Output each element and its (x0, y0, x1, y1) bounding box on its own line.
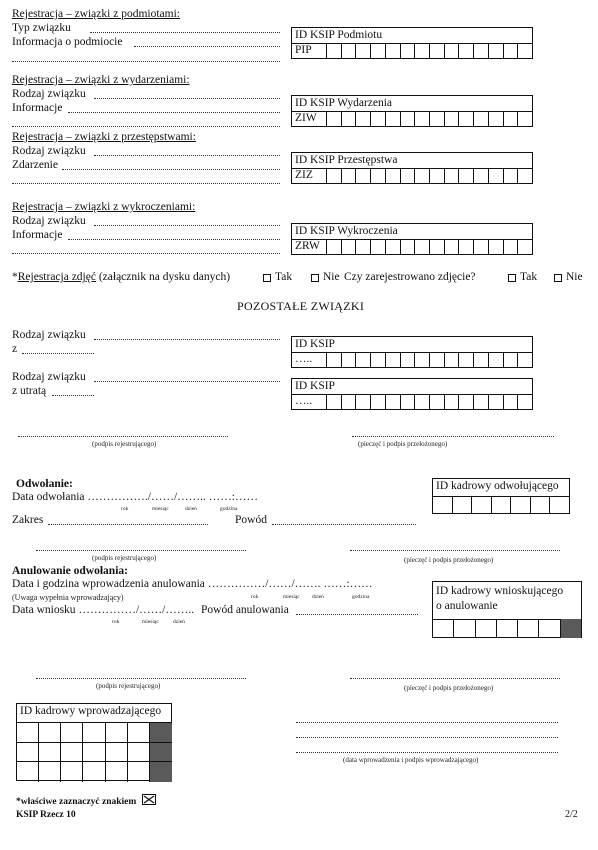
signature-line-rejestrujacy-3[interactable] (36, 678, 246, 679)
digit-cell[interactable] (444, 43, 459, 59)
digit-cell[interactable] (473, 239, 488, 255)
grid-cell[interactable] (83, 723, 105, 743)
field-rodzaj-zwiazku-1[interactable] (94, 339, 280, 340)
grid-cell[interactable] (17, 762, 39, 782)
caption-przelozony-3: (pieczęć i podpis przełożonego) (404, 684, 494, 692)
digit-cell[interactable] (341, 43, 356, 59)
hint-godzina-1: godzina (220, 506, 238, 512)
grid-cell[interactable] (17, 723, 39, 743)
ziz-cells[interactable] (326, 168, 532, 184)
label-powod: Powód (235, 514, 267, 526)
digit-cell[interactable] (326, 168, 341, 184)
digit-cell[interactable] (414, 168, 429, 184)
photo-tak-label: Tak (275, 271, 293, 283)
ziw-cells[interactable] (326, 111, 532, 127)
caption-rejestrujacy-1: (podpis rejestrującego) (92, 440, 157, 448)
field-zdarzenie[interactable] (62, 169, 280, 170)
hint-rok-2: rok (251, 594, 259, 600)
digit-cell[interactable] (453, 619, 474, 638)
digit-cell[interactable] (414, 111, 429, 127)
digit-cell[interactable] (370, 168, 385, 184)
digit-cell[interactable] (473, 111, 488, 127)
digit-cell[interactable] (549, 496, 569, 514)
label-rodzaj-zwiazku-1: Rodzaj związku (12, 329, 86, 341)
digit-cell[interactable] (355, 352, 370, 368)
digit-cell[interactable] (341, 352, 356, 368)
id-kadrowy-wnioskujacego-title1: ID kadrowy wnioskującego (436, 585, 564, 597)
label-data-wniosku: Data wniosku ……………/……/…….. (12, 604, 195, 616)
digit-cell[interactable] (400, 43, 415, 59)
odwolanie-title: Odwołanie: (16, 478, 73, 490)
ziw-code: ZIW (295, 112, 317, 124)
id-ksip-przestepstwa-title: ID KSIP Przestępstwa (295, 154, 398, 166)
grid-cell[interactable] (106, 723, 128, 743)
digit-cell[interactable] (517, 111, 532, 127)
field-podmioty-extra[interactable] (12, 61, 280, 62)
digit-cell[interactable] (385, 352, 400, 368)
id-ksip-box-2[interactable] (291, 378, 533, 410)
grid-cell[interactable] (61, 723, 83, 743)
digit-cell[interactable] (458, 239, 473, 255)
field-rodzaj-zwiazku-p[interactable] (94, 155, 280, 156)
digit-cell[interactable] (473, 168, 488, 184)
digit-cell[interactable] (444, 111, 459, 127)
id-kadrowy-wprowadzajacego-box[interactable] (16, 703, 172, 781)
grid-cell[interactable] (150, 723, 172, 743)
digit-cell[interactable] (510, 496, 530, 514)
pozostale-title: POZOSTAŁE ZWIĄZKI (237, 299, 365, 313)
digit-cell[interactable] (517, 239, 532, 255)
signature-line-przelozony-2[interactable] (350, 550, 560, 551)
wnioskujacy-cells[interactable] (433, 619, 581, 638)
digit-cell[interactable] (517, 168, 532, 184)
digit-cell[interactable] (488, 352, 503, 368)
id-ksip-podmiotu-title: ID KSIP Podmiotu (295, 29, 383, 41)
grid-cell[interactable] (106, 743, 128, 763)
label-rodzaj-zwiazku-2: Rodzaj związku (12, 371, 86, 383)
id-kadrowy-wprowadzajacego-title: ID kadrowy wprowadzającego (20, 705, 162, 717)
digit-cell[interactable] (444, 168, 459, 184)
digit-cell[interactable] (429, 111, 444, 127)
label-zdarzenie: Zdarzenie (12, 159, 58, 171)
digit-cell[interactable] (341, 111, 356, 127)
digit-cell[interactable] (444, 352, 459, 368)
label-z-utrata: z utratą (12, 385, 47, 397)
label-zakres: Zakres (12, 514, 44, 526)
digit-cell[interactable] (503, 43, 518, 59)
hint-rok-1: rok (121, 506, 129, 512)
digit-cell[interactable] (471, 496, 491, 514)
field-rodzaj-zwiazku-w[interactable] (94, 98, 280, 99)
label-typ-zwiazku: Typ związku (12, 22, 71, 34)
digit-cell[interactable] (452, 496, 472, 514)
id-ksip-title-2: ID KSIP (295, 380, 335, 392)
digit-cell[interactable] (503, 111, 518, 127)
caption-wprowadzajacy: (data wprowadzenia i podpis wprowadzającego) (343, 756, 479, 764)
hint-miesiac-3: miesiąc (142, 619, 159, 625)
digit-cell[interactable] (400, 352, 415, 368)
id-ksip-wydarzenia-box[interactable] (291, 95, 533, 127)
field-informacja-o-podmiocie[interactable] (134, 46, 280, 47)
signature-line-rejestrujacy-1[interactable] (18, 436, 228, 437)
grid-cell[interactable] (61, 762, 83, 782)
digit-cell[interactable] (496, 619, 517, 638)
digit-cell[interactable] (414, 394, 429, 410)
hint-miesiac-2: miesiąc (283, 594, 300, 600)
id-ksip-box-1[interactable] (291, 336, 533, 368)
ksip-cells-2[interactable] (326, 394, 532, 410)
signature-line-przelozony-1[interactable] (352, 436, 554, 437)
field-wprowadzenie-line-3[interactable] (296, 752, 558, 753)
label-data-odwolania: Data odwołania ……………./……/…….. ……:…… (12, 491, 258, 503)
footnote: *właściwe zaznaczyć znakiem (16, 797, 137, 807)
odwolujacy-cells[interactable] (433, 496, 569, 514)
id-kadrowy-wnioskujacego-title2: o anulowanie (436, 600, 498, 612)
hint-godzina-2: godzina (352, 594, 370, 600)
heading-podmioty: Rejestracja – związki z podmiotami: (12, 8, 180, 20)
digit-cell[interactable] (370, 43, 385, 59)
zrw-code: ZRW (295, 240, 320, 252)
digit-cell[interactable] (488, 111, 503, 127)
uwaga-note: (Uwaga wypełnia wprowadzający) (12, 593, 124, 602)
digit-cell[interactable] (429, 168, 444, 184)
pip-cells[interactable] (326, 43, 532, 59)
digit-cell[interactable] (326, 111, 341, 127)
label-informacje-k: Informacje (12, 229, 63, 241)
photo-nie-checkbox[interactable] (311, 274, 319, 282)
digit-cell[interactable] (488, 43, 503, 59)
hint-dzien-3: dzień (173, 619, 185, 625)
digit-cell[interactable] (370, 111, 385, 127)
grid-cell[interactable] (128, 723, 150, 743)
field-informacje-k[interactable] (68, 239, 280, 240)
grid-cell[interactable] (106, 762, 128, 782)
id-ksip-wydarzenia-title: ID KSIP Wydarzenia (295, 97, 393, 109)
digit-cell[interactable] (355, 111, 370, 127)
hint-dzien-2: dzień (312, 594, 324, 600)
digit-cell[interactable] (458, 352, 473, 368)
digit-cell[interactable] (488, 168, 503, 184)
grid-cell[interactable] (83, 762, 105, 782)
id-kadrowy-wnioskujacego-box[interactable] (432, 581, 582, 638)
digit-cell[interactable] (355, 43, 370, 59)
field-rodzaj-zwiazku-2[interactable] (94, 381, 280, 382)
digit-cell[interactable] (400, 111, 415, 127)
grid-cell[interactable] (39, 743, 61, 763)
digit-cell[interactable] (473, 394, 488, 410)
field-zakres[interactable] (48, 524, 208, 525)
ksip-cells-1[interactable] (326, 352, 532, 368)
field-z-utrata[interactable] (52, 395, 94, 396)
digit-cell[interactable] (517, 352, 532, 368)
registered-tak-label: Tak (520, 271, 538, 283)
field-przestepstwa-extra[interactable] (12, 183, 280, 184)
digit-cell[interactable] (473, 352, 488, 368)
label-rodzaj-zwiazku-w: Rodzaj związku (12, 88, 86, 100)
digit-cell[interactable] (341, 394, 356, 410)
digit-cell[interactable] (433, 496, 452, 514)
grid-cell[interactable] (128, 743, 150, 763)
signature-line-przelozony-3[interactable] (350, 678, 560, 679)
digit-cell[interactable] (458, 168, 473, 184)
digit-cell[interactable] (429, 352, 444, 368)
digit-cell[interactable] (458, 394, 473, 410)
digit-cell[interactable] (488, 239, 503, 255)
digit-cell[interactable] (326, 239, 341, 255)
id-ksip-title-1: ID KSIP (295, 338, 335, 350)
field-z[interactable] (22, 353, 94, 354)
digit-cell[interactable] (517, 394, 532, 410)
field-wydarzenia-extra[interactable] (12, 126, 280, 127)
digit-cell[interactable] (429, 239, 444, 255)
grid-cell[interactable] (150, 762, 172, 782)
digit-cell[interactable] (385, 168, 400, 184)
wprowadzajacy-grid[interactable] (17, 722, 172, 782)
digit-cell[interactable] (414, 352, 429, 368)
field-wprowadzenie-line-2[interactable] (296, 737, 558, 738)
id-ksip-wykroczenia-box[interactable] (291, 223, 533, 255)
grid-cell[interactable] (17, 743, 39, 763)
digit-cell[interactable] (355, 168, 370, 184)
digit-cell[interactable] (530, 496, 550, 514)
id-kadrowy-odwolujacego-box[interactable] (432, 478, 570, 514)
grid-cell[interactable] (61, 743, 83, 763)
photo-tak-checkbox[interactable] (263, 274, 271, 282)
digit-cell[interactable] (355, 394, 370, 410)
field-wykroczenia-extra[interactable] (12, 253, 280, 254)
ziz-code: ZIZ (295, 169, 313, 181)
grid-cell[interactable] (39, 762, 61, 782)
label-data-godzina-anulowania: Data i godzina wprowadzenia anulowania ……………/……/……. ……:…… (12, 578, 373, 590)
digit-cell[interactable] (503, 239, 518, 255)
digit-cell[interactable] (326, 352, 341, 368)
hint-rok-3: rok (112, 619, 120, 625)
digit-cell[interactable] (473, 43, 488, 59)
caption-rejestrujacy-3: (podpis rejestrującego) (96, 682, 161, 690)
page-number: 2/2 (565, 809, 578, 820)
grid-cell[interactable] (150, 743, 172, 763)
caption-przelozony-1: (pieczęć i podpis przełożonego) (358, 440, 448, 448)
photo-question: Czy zarejestrowano zdjęcie? (344, 271, 476, 283)
field-rodzaj-zwiazku-k[interactable] (94, 225, 280, 226)
label-z: z (12, 343, 18, 355)
field-powod-anulowania[interactable] (296, 614, 418, 615)
digit-cell[interactable] (385, 239, 400, 255)
caption-przelozony-2: (pieczęć i podpis przełożonego) (404, 556, 494, 564)
digit-cell[interactable] (503, 168, 518, 184)
digit-cell[interactable] (385, 43, 400, 59)
anulowanie-title: Anulowanie odwołania: (12, 565, 128, 577)
registered-nie-checkbox[interactable] (554, 274, 562, 282)
digit-cell[interactable] (444, 239, 459, 255)
digit-cell[interactable] (458, 43, 473, 59)
digit-cell[interactable] (341, 168, 356, 184)
id-ksip-podmiotu-box[interactable] (291, 27, 533, 59)
id-ksip-wykroczenia-title: ID KSIP Wykroczenia (295, 225, 398, 237)
grid-cell[interactable] (39, 723, 61, 743)
digit-cell[interactable] (370, 394, 385, 410)
registered-tak-checkbox[interactable] (508, 274, 516, 282)
label-powod-anulowania: Powód anulowania (201, 604, 289, 616)
photo-registration-label: *Rejestracja zdjęć (załącznik na dysku danych) (12, 271, 231, 283)
digit-cell[interactable] (385, 111, 400, 127)
heading-przestepstwa: Rejestracja – związki z przestępstwami: (12, 131, 196, 143)
registered-nie-label: Nie (566, 271, 583, 283)
digit-cell[interactable] (414, 43, 429, 59)
form-id: KSIP Rzecz 10 (16, 810, 76, 820)
caption-rejestrujacy-2: (podpis rejestrującego) (92, 554, 157, 562)
digit-cell[interactable] (475, 619, 496, 638)
label-informacja-o-podmiocie: Informacja o podmiocie (12, 36, 123, 48)
digit-cell[interactable] (326, 394, 341, 410)
digit-cell[interactable] (400, 239, 415, 255)
grid-cell[interactable] (128, 762, 150, 782)
digit-cell[interactable] (370, 352, 385, 368)
ksip-code-2: ….. (295, 395, 313, 407)
grid-cell[interactable] (83, 743, 105, 763)
digit-cell[interactable] (503, 352, 518, 368)
heading-wydarzenia: Rejestracja – związki z wydarzeniami: (12, 74, 190, 86)
label-rodzaj-zwiazku-k: Rodzaj związku (12, 215, 86, 227)
label-rodzaj-zwiazku-p: Rodzaj związku (12, 145, 86, 157)
digit-cell[interactable] (370, 239, 385, 255)
digit-cell[interactable] (429, 394, 444, 410)
hint-miesiac-1: miesiąc (152, 506, 169, 512)
field-wprowadzenie-line-1[interactable] (296, 722, 558, 723)
signature-line-rejestrujacy-2[interactable] (36, 550, 246, 551)
digit-cell[interactable] (488, 394, 503, 410)
digit-cell[interactable] (400, 394, 415, 410)
digit-cell[interactable] (326, 43, 341, 59)
digit-cell[interactable] (400, 168, 415, 184)
digit-cell[interactable] (414, 239, 429, 255)
ksip-code-1: ….. (295, 353, 313, 365)
digit-cell[interactable] (517, 43, 532, 59)
zrw-cells[interactable] (326, 239, 532, 255)
pip-code: PIP (295, 44, 312, 56)
field-informacje-w[interactable] (68, 112, 280, 113)
photo-nie-label: Nie (323, 271, 340, 283)
x-mark-icon (142, 794, 156, 805)
digit-cell[interactable] (385, 394, 400, 410)
digit-cell[interactable] (433, 619, 453, 638)
digit-cell[interactable] (517, 619, 538, 638)
heading-wykroczenia: Rejestracja – związki z wykroczeniami: (12, 201, 196, 213)
digit-cell[interactable] (503, 394, 518, 410)
field-powod[interactable] (272, 524, 416, 525)
label-informacje-w: Informacje (12, 102, 63, 114)
digit-cell[interactable] (341, 239, 356, 255)
digit-cell[interactable] (355, 239, 370, 255)
field-typ-zwiazku[interactable] (90, 32, 280, 33)
id-ksip-przestepstwa-box[interactable] (291, 152, 533, 184)
hint-dzien-1: dzień (185, 506, 197, 512)
id-kadrowy-odwolujacego-title: ID kadrowy odwołującego (436, 480, 559, 492)
digit-cell[interactable] (538, 619, 559, 638)
digit-cell[interactable] (444, 394, 459, 410)
digit-cell[interactable] (429, 43, 444, 59)
digit-cell[interactable] (560, 619, 581, 638)
digit-cell[interactable] (458, 111, 473, 127)
digit-cell[interactable] (491, 496, 511, 514)
